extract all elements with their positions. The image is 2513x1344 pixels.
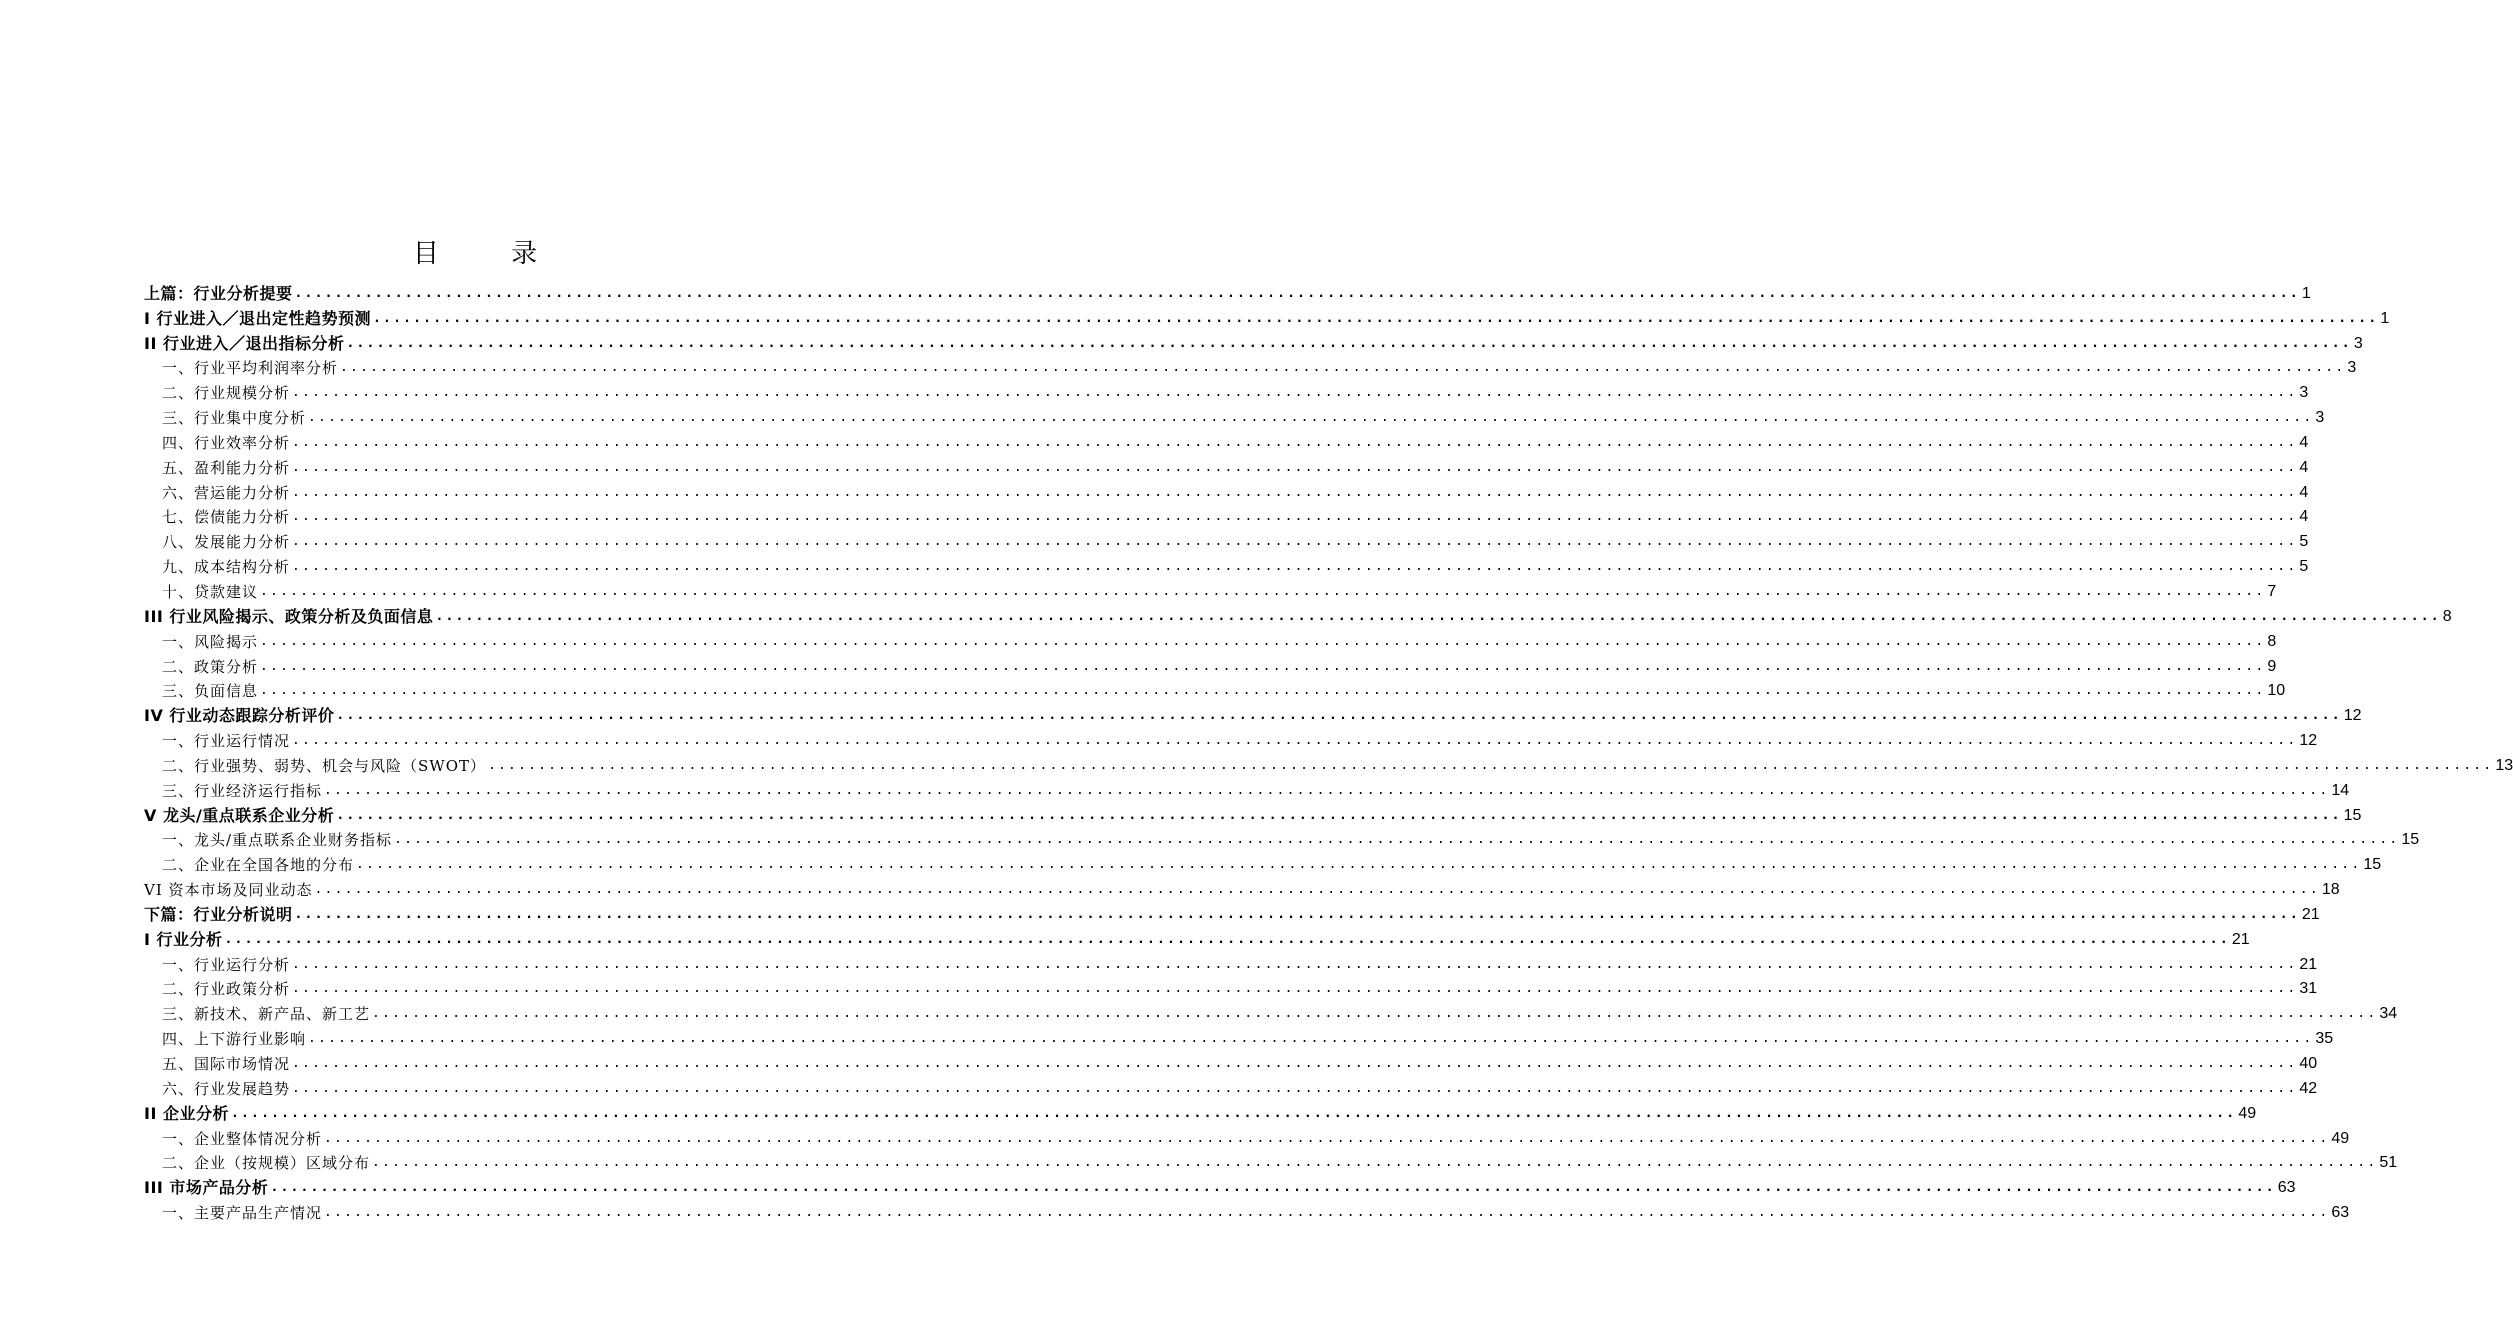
toc-entry-text: 六、行业发展趋势 <box>162 1079 291 1098</box>
toc-entry-page-number: 7 <box>2267 582 2277 600</box>
toc-leader-dots: ........................................................................................................................................................................................................ <box>435 608 2441 624</box>
toc-entry-page-number: 12 <box>2343 707 2362 725</box>
toc-entry-text: 八、发展能力分析 <box>162 533 291 552</box>
toc-entry-text: 二、行业政策分析 <box>162 980 291 999</box>
toc-entry-text: 上篇：行业分析提要 <box>144 283 293 303</box>
toc-leader-dots: ........................................................................................................................................................................................................ <box>294 285 2300 301</box>
toc-entry-page-number: 4 <box>2299 508 2309 526</box>
toc-entry-page-number: 13 <box>2495 756 2513 774</box>
toc-entry[interactable] <box>144 826 2420 851</box>
toc-leader-dots: ........................................................................................................................................................................................................ <box>336 708 2342 724</box>
toc-leader-dots: ........................................................................................................................................................................................................ <box>294 906 2300 922</box>
toc-entry-page-number: 5 <box>2299 558 2309 576</box>
toc-entry-text: 四、行业效率分析 <box>162 433 291 452</box>
toc-entry-page-number: 12 <box>2299 732 2318 750</box>
toc-leader-dots: ........................................................................................................................................................................................................ <box>373 310 2379 326</box>
toc-leader-dots: ........................................................................................................................................................................................................ <box>372 1006 2378 1022</box>
toc-entry-text: 五、国际市场情况 <box>162 1055 291 1073</box>
toc-entry-page-number: 21 <box>2231 930 2250 948</box>
toc-entry[interactable] <box>144 279 2311 304</box>
toc-entry-text: 二、企业（按规模）区域分布 <box>162 1154 371 1173</box>
toc-entry-page-number: 5 <box>2299 533 2309 551</box>
toc-entry-page-number: 10 <box>2267 682 2286 700</box>
toc-leader-dots: ........................................................................................................................................................................................................ <box>292 559 2298 575</box>
toc-leader-dots: ........................................................................................................................................................................................................ <box>270 1180 2276 1196</box>
toc-entry-page-number: 21 <box>2299 955 2318 973</box>
toc-entry[interactable] <box>144 527 2309 552</box>
toc-entry-page-number: 63 <box>2277 1179 2296 1197</box>
toc-entry[interactable] <box>144 751 2513 776</box>
toc-entry[interactable] <box>144 1198 2350 1223</box>
toc-leader-dots: ........................................................................................................................................................................................................ <box>488 757 2494 773</box>
toc-entry-page-number: 18 <box>2321 881 2340 899</box>
toc-leader-dots: ........................................................................................................................................................................................................ <box>292 509 2298 525</box>
toc-leader-dots: ........................................................................................................................................................................................................ <box>372 1155 2378 1171</box>
toc-entry-text: 一、企业整体情况分析 <box>162 1129 323 1148</box>
toc-leader-dots: ........................................................................................................................................................................................................ <box>346 335 2352 351</box>
toc-entry[interactable] <box>144 329 2363 354</box>
toc-entry-text: 一、行业运行情况 <box>162 732 291 751</box>
toc-entry-page-number: 3 <box>2353 334 2363 352</box>
toc-leader-dots: ........................................................................................................................................................................................................ <box>292 385 2298 401</box>
toc-leader-dots: ........................................................................................................................................................................................................ <box>292 484 2298 500</box>
toc-entry-text: 三、行业经济运行指标 <box>162 781 323 800</box>
toc-entry[interactable] <box>144 354 2357 379</box>
toc-entry-page-number: 9 <box>2267 657 2277 675</box>
toc-entry[interactable] <box>144 304 2390 329</box>
toc-entry[interactable] <box>144 801 2362 826</box>
toc-entry-page-number: 15 <box>2363 856 2382 874</box>
toc-entry[interactable] <box>144 975 2318 1000</box>
toc-entry[interactable] <box>144 1074 2318 1099</box>
toc-entry-page-number: 8 <box>2442 607 2452 625</box>
toc-leader-dots: ........................................................................................................................................................................................................ <box>292 434 2298 450</box>
toc-entry-text: II 企业分析 <box>144 1103 229 1123</box>
toc-leader-dots: ........................................................................................................................................................................................................ <box>308 1031 2314 1047</box>
toc-entry[interactable] <box>144 1149 2398 1174</box>
toc-leader-dots: ........................................................................................................................................................................................................ <box>230 1105 2237 1121</box>
toc-leader-dots: ........................................................................................................................................................................................................ <box>260 683 2266 699</box>
toc-entry-text: IV 行业动态跟踪分析评价 <box>144 706 335 726</box>
toc-leader-dots: ........................................................................................................................................................................................................ <box>356 857 2362 873</box>
toc-leader-dots: ........................................................................................................................................................................................................ <box>340 360 2346 376</box>
toc-entry[interactable] <box>144 1124 2350 1149</box>
toc-entry[interactable] <box>144 900 2320 925</box>
toc-entry-page-number: 31 <box>2299 980 2318 998</box>
toc-leader-dots: ........................................................................................................................................................................................................ <box>292 956 2298 972</box>
toc-leader-dots: ........................................................................................................................................................................................................ <box>224 931 2230 947</box>
toc-leader-dots: ........................................................................................................................................................................................................ <box>292 1080 2298 1096</box>
toc-leader-dots: ........................................................................................................................................................................................................ <box>292 733 2298 749</box>
toc-entry-page-number: 15 <box>2401 831 2420 849</box>
toc-entry-page-number: 49 <box>2331 1129 2350 1147</box>
toc-entry-text: 二、行业规模分析 <box>162 384 291 403</box>
toc-entry-page-number: 4 <box>2299 458 2309 476</box>
toc-entry[interactable] <box>144 850 2382 875</box>
toc-entry-text: 一、行业运行分析 <box>162 955 291 974</box>
toc-entry-text: II 行业进入／退出指标分析 <box>144 333 345 353</box>
toc-entry-text: 五、盈利能力分析 <box>162 458 291 477</box>
toc-entry-text: III 市场产品分析 <box>144 1178 269 1198</box>
toc-entry[interactable] <box>144 726 2318 751</box>
toc-entry-page-number: 21 <box>2301 905 2320 923</box>
toc-entry-page-number: 8 <box>2267 632 2277 650</box>
toc-leader-dots: ........................................................................................................................................................................................................ <box>292 981 2298 997</box>
toc-entry-text: 九、成本结构分析 <box>162 558 291 577</box>
toc-entry[interactable] <box>144 999 2398 1024</box>
toc-entry[interactable] <box>144 627 2277 652</box>
toc-entry-page-number: 42 <box>2299 1079 2318 1097</box>
toc-leader-dots: ........................................................................................................................................................................................................ <box>308 410 2314 426</box>
toc-entry[interactable] <box>144 677 2286 702</box>
toc-entry-text: 下篇：行业分析说明 <box>144 904 293 924</box>
toc-entry-page-number: 15 <box>2343 806 2362 824</box>
toc-entry-text: 六、营运能力分析 <box>162 483 291 502</box>
toc-entry[interactable] <box>144 378 2309 403</box>
toc-entry-text: 三、负面信息 <box>162 682 259 701</box>
toc-entry-text: 二、行业强势、弱势、机会与风险（SWOT） <box>162 756 486 775</box>
toc-entry[interactable] <box>144 1024 2334 1049</box>
toc-entry[interactable] <box>144 428 2309 453</box>
toc-entry[interactable] <box>144 577 2277 602</box>
toc-entry[interactable] <box>144 701 2362 726</box>
toc-entry-text: III 行业风险揭示、政策分析及负面信息 <box>144 606 434 626</box>
toc-entry[interactable] <box>144 503 2309 528</box>
toc-entry-page-number: 3 <box>2347 359 2357 377</box>
toc-leader-dots: ........................................................................................................................................................................................................ <box>292 1056 2298 1071</box>
toc-entry-text: V 龙头/重点联系企业分析 <box>144 805 335 825</box>
toc-leader-dots: ........................................................................................................................................................................................................ <box>260 633 2266 649</box>
toc-entry[interactable] <box>144 453 2309 478</box>
toc-entry-text: 一、主要产品生产情况 <box>162 1204 323 1223</box>
toc-entry[interactable] <box>144 776 2350 801</box>
toc-leader-dots: ........................................................................................................................................................................................................ <box>324 1205 2330 1221</box>
toc-entry-page-number: 63 <box>2331 1204 2350 1222</box>
toc-title: 目 录 <box>412 239 570 269</box>
toc-leader-dots: ........................................................................................................................................................................................................ <box>260 658 2266 674</box>
toc-entry-text: 三、行业集中度分析 <box>162 409 307 428</box>
toc-entry[interactable] <box>144 552 2309 577</box>
toc-leader-dots: ........................................................................................................................................................................................................ <box>394 832 2400 848</box>
toc-entry[interactable] <box>144 478 2309 503</box>
toc-list <box>144 279 2513 1223</box>
toc-entry-page-number: 4 <box>2299 433 2309 451</box>
toc-entry-page-number: 49 <box>2238 1104 2257 1122</box>
toc-entry[interactable] <box>144 403 2325 428</box>
toc-entry-page-number: 34 <box>2379 1005 2398 1023</box>
toc-entry-text: 二、政策分析 <box>162 657 259 676</box>
toc-leader-dots: ........................................................................................................................................................................................................ <box>292 459 2298 475</box>
toc-entry-text: 三、新技术、新产品、新工艺 <box>162 1005 371 1024</box>
toc-entry-page-number: 14 <box>2331 781 2350 799</box>
toc-entry-text: 四、上下游行业影响 <box>162 1030 307 1049</box>
toc-entry-text: VI 资本市场及同业动态 <box>144 881 313 900</box>
toc-leader-dots: ........................................................................................................................................................................................................ <box>292 534 2298 550</box>
toc-entry-text: 一、龙头/重点联系企业财务指标 <box>162 831 393 850</box>
toc-entry[interactable] <box>144 1173 2296 1198</box>
toc-entry-page-number: 40 <box>2299 1055 2318 1072</box>
toc-leader-dots: ........................................................................................................................................................................................................ <box>260 583 2266 599</box>
toc-entry-page-number: 35 <box>2315 1030 2334 1048</box>
toc-entry[interactable] <box>144 950 2318 975</box>
toc-entry-page-number: 1 <box>2301 284 2311 302</box>
toc-entry[interactable] <box>144 1099 2257 1124</box>
toc-entry-page-number: 3 <box>2299 384 2309 402</box>
toc-entry-text: I 行业进入／退出定性趋势预测 <box>144 308 372 328</box>
toc-entry[interactable] <box>144 652 2277 677</box>
toc-entry-text: 一、行业平均利润率分析 <box>162 359 339 378</box>
toc-entry-text: 二、企业在全国各地的分布 <box>162 856 355 875</box>
toc-entry-text: 七、偿债能力分析 <box>162 508 291 527</box>
toc-leader-dots: ........................................................................................................................................................................................................ <box>336 807 2342 823</box>
toc-entry-text: I 行业分析 <box>144 929 223 949</box>
toc-leader-dots: ........................................................................................................................................................................................................ <box>314 882 2320 898</box>
toc-entry-page-number: 3 <box>2315 409 2325 427</box>
toc-entry-text: 一、风险揭示 <box>162 632 259 651</box>
toc-entry-page-number: 51 <box>2379 1154 2398 1172</box>
toc-entry[interactable] <box>144 875 2340 900</box>
toc-leader-dots: ........................................................................................................................................................................................................ <box>324 782 2330 798</box>
toc-entry-page-number: 4 <box>2299 483 2309 501</box>
toc-leader-dots: ........................................................................................................................................................................................................ <box>324 1130 2330 1146</box>
toc-entry-text: 十、贷款建议 <box>162 582 259 601</box>
toc-entry[interactable] <box>144 925 2250 950</box>
toc-entry[interactable] <box>144 602 2452 627</box>
toc-entry-page-number: 1 <box>2380 309 2390 327</box>
toc-entry[interactable] <box>144 1049 2318 1074</box>
